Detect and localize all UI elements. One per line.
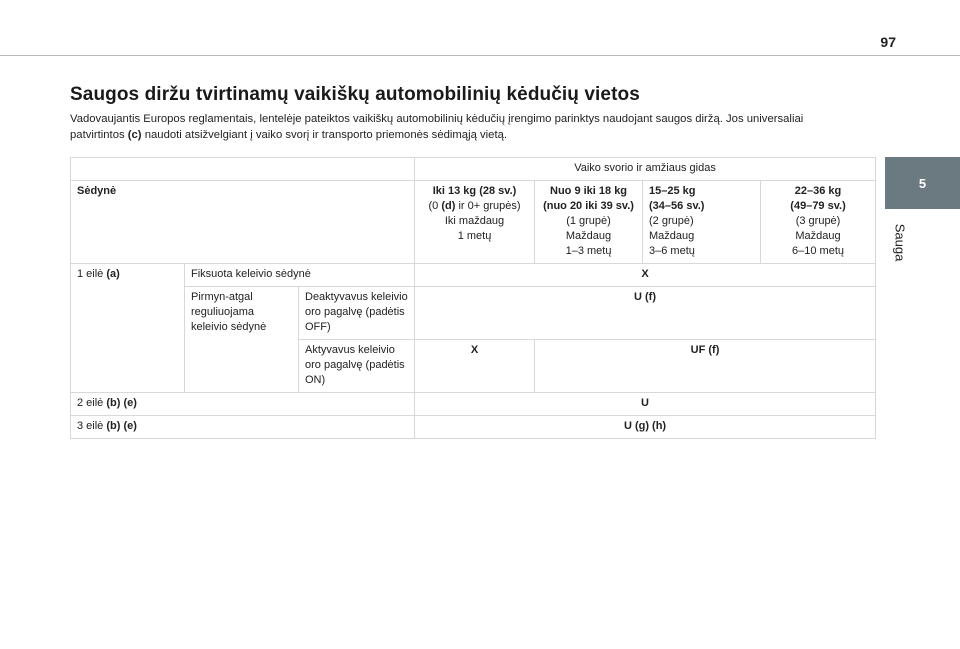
table-row [71,393,876,416]
group-1-age-label: Maždaug [565,230,612,242]
group-0-header [415,181,535,264]
group-0-weight: Iki 13 kg (28 sv.) [432,185,517,197]
chapter-number: 5 [918,175,927,191]
airbag-on-value-groups-1-3: UF (f) [535,340,876,393]
group-1-class: (1 grupė) [566,215,611,227]
row-3-label-text: 3 eilė [77,420,107,432]
header-divider [0,55,960,56]
page-number: 97 [880,34,896,50]
row-2-label-text: 2 eilė [77,397,107,409]
intro-text-end: naudoti atsižvelgiant į vaiko svorį ir transporto priemonės sėdimąją vietą. [141,129,508,141]
airbag-on-value-group-0: X [415,340,535,393]
group-0-class-post: ir 0+ grupės) [455,200,521,212]
row-2-seat-label [71,393,415,416]
group-3-class: (3 grupė) [795,215,841,227]
fixed-seat-value: X [415,264,876,287]
group-3-age-label: Maždaug [795,230,841,242]
fixed-seat-label: Fiksuota keleivio sėdynė [185,264,415,287]
table-group-header-row [71,158,876,181]
intro-footnote-code: (c) [127,129,142,141]
row-3-value: U (g) (h) [415,416,876,439]
group-1-header [535,181,643,264]
airbag-off-label: Deaktyvavus keleivio oro pagalvę (padėtis OFF) [299,287,415,340]
chapter-label [876,214,924,270]
group-1-weight-lbs: (nuo 20 iki 39 sv.) [543,200,634,212]
row-3-footnote: (b) (e) [106,420,137,432]
child-seat-table [70,157,876,439]
group-2-class: (2 grupė) [649,215,694,227]
table-row [71,287,876,340]
group-3-weight-lbs: (49–79 sv.) [790,200,846,212]
table-row [71,264,876,287]
group-1-age: 1–3 metų [565,245,612,257]
group-0-footnote: (d) [441,200,456,212]
row-3-seat-label [71,416,415,439]
group-1-weight: Nuo 9 iki 18 kg [550,185,628,197]
group-2-weight: 15–25 kg [649,185,696,197]
row-2-value: U [415,393,876,416]
group-3-weight: 22–36 kg [794,185,842,197]
airbag-off-value: U (f) [415,287,876,340]
airbag-on-label: Aktyvavus keleivio oro pagalvę (padėtis ON) [299,340,415,393]
row-2-footnote: (b) (e) [106,397,137,409]
table-row [71,416,876,439]
group-3-header [761,181,876,264]
group-2-age-label: Maždaug [649,230,695,242]
row-1-footnote: (a) [106,268,120,280]
table-empty-corner [71,158,415,181]
row-1-seat-label [71,264,185,393]
adjustable-seat-label: Pirmyn-atgal reguliuojama keleivio sėdynė [185,287,299,393]
group-2-weight-lbs: (34–56 sv.) [649,200,705,212]
chapter-label-text: Sauga [892,223,908,261]
group-0-class-pre: (0 [428,200,442,212]
page-title: Saugos diržu tvirtinamų vaikiškų automobilinių kėdučių vietos [70,84,640,105]
intro-paragraph [70,111,850,143]
chapter-tab[interactable] [885,157,960,209]
group-0-age: 1 metų [457,230,492,242]
group-0-age-label: Iki maždaug [444,215,505,227]
table-column-header-row [71,181,876,264]
group-2-age: 3–6 metų [649,245,695,257]
row-1-label-text: 1 eilė [77,268,107,280]
weight-age-guide-header: Vaiko svorio ir amžiaus gidas [415,158,876,181]
intro-text-start: Vadovaujantis Europos reglamentais, lentelėje pateiktos vaikiškų automobilinių kėdučių įrengimo parinktys naudojant saugos diržą. Jos universaliai patvirtintos [70,113,804,141]
group-3-age: 6–10 metų [792,245,845,257]
seat-column-header: Sėdynė [71,181,415,264]
group-2-header [643,181,761,264]
